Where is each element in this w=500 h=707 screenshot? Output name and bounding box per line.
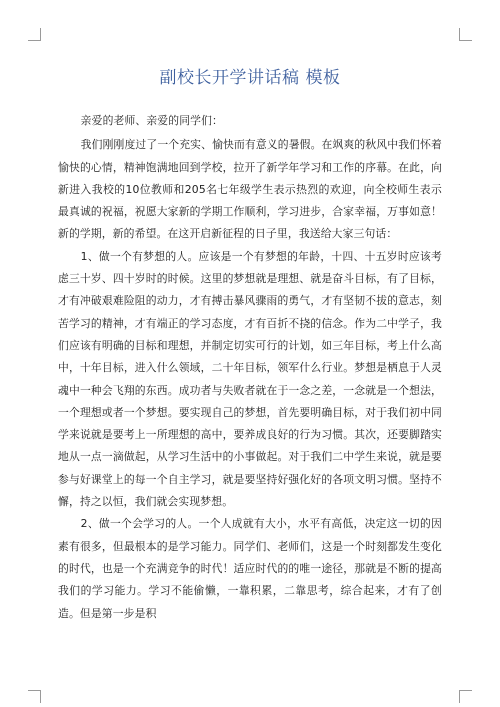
page-corner-mark-bottom-right xyxy=(459,690,472,703)
paragraph-point-1: 1、做一个有梦想的人。应该是一个有梦想的年龄，十四、十五岁时应该考虑三十岁、四十岁时的时候。这里的梦想就是理想、就是奋斗目标，有了目标，才有冲破艰难险阻的动力，才有搏击暴风骤雨的勇气，才有坚韧不拔的意志，刻苦学习的精神，才有端正的学习态度，才有百折不挠的信念。作为二中学子，我们应该有明确的目标和理想，并制定切实可行的计划，如三年目标，考上什么高中，十年目标，进入什么领域，二十年目标，领军什么行业。梦想是栖息于人灵魂中一种会飞翔的东西。成功者与失败者就在于一念之差，一念就是一个想法，一个理想或者一个梦想。要实现自己的梦想，首先要明确目标，对于我们初中同学来说就是要考上一所理想的高中，要养成良好的行为习惯。其次，还要脚踏实地从一点一滴做起，从学习生活中的小事做起。对于我们二中学生来说，就是要参与好课堂上的每一个自主学习，就是要坚持好强化好的各项文明习惯。坚持不懈，持之以恒，我们就会实现梦想。 xyxy=(58,249,442,509)
page-corner-mark-top-right xyxy=(459,28,472,41)
page-corner-mark-bottom-left xyxy=(28,690,41,703)
document-body xyxy=(58,110,442,625)
document-title: 副校长开学讲话稿 模板 xyxy=(159,68,341,88)
paragraph-point-2: 2、做一个会学习的人。一个人成就有大小，水平有高低，决定这一切的因素有很多，但最根本的是学习能力。同学们、老师们，这是一个时刻都发生变化的时代，也是一个充满竞争的时代！适应时代的的唯一途径，那就是不断的提高我们的学习能力。学习不能偷懒，一靠积累，二靠思考，综合起来，才有了创造。但是第一步是积 xyxy=(58,517,442,620)
page-corner-mark-top-left xyxy=(28,28,41,41)
paragraph-intro: 我们刚刚度过了一个充实、愉快而有意义的暑假。在飒爽的秋风中我们怀着愉快的心情，精神饱满地回到学校，拉开了新学年学习和工作的序幕。在此，向新进入我校的10位教师和205名七年级学生表示热烈的欢迎，向全校师生表示最真诚的祝福，祝愿大家新的学期工作顺利，学习进步，合家幸福，万事如意！ 新的学期，新的希望。在这开启新征程的日子里，我送给大家三句话： xyxy=(58,138,442,241)
greeting-line: 亲爱的老师、亲爱的同学们： xyxy=(80,114,223,127)
